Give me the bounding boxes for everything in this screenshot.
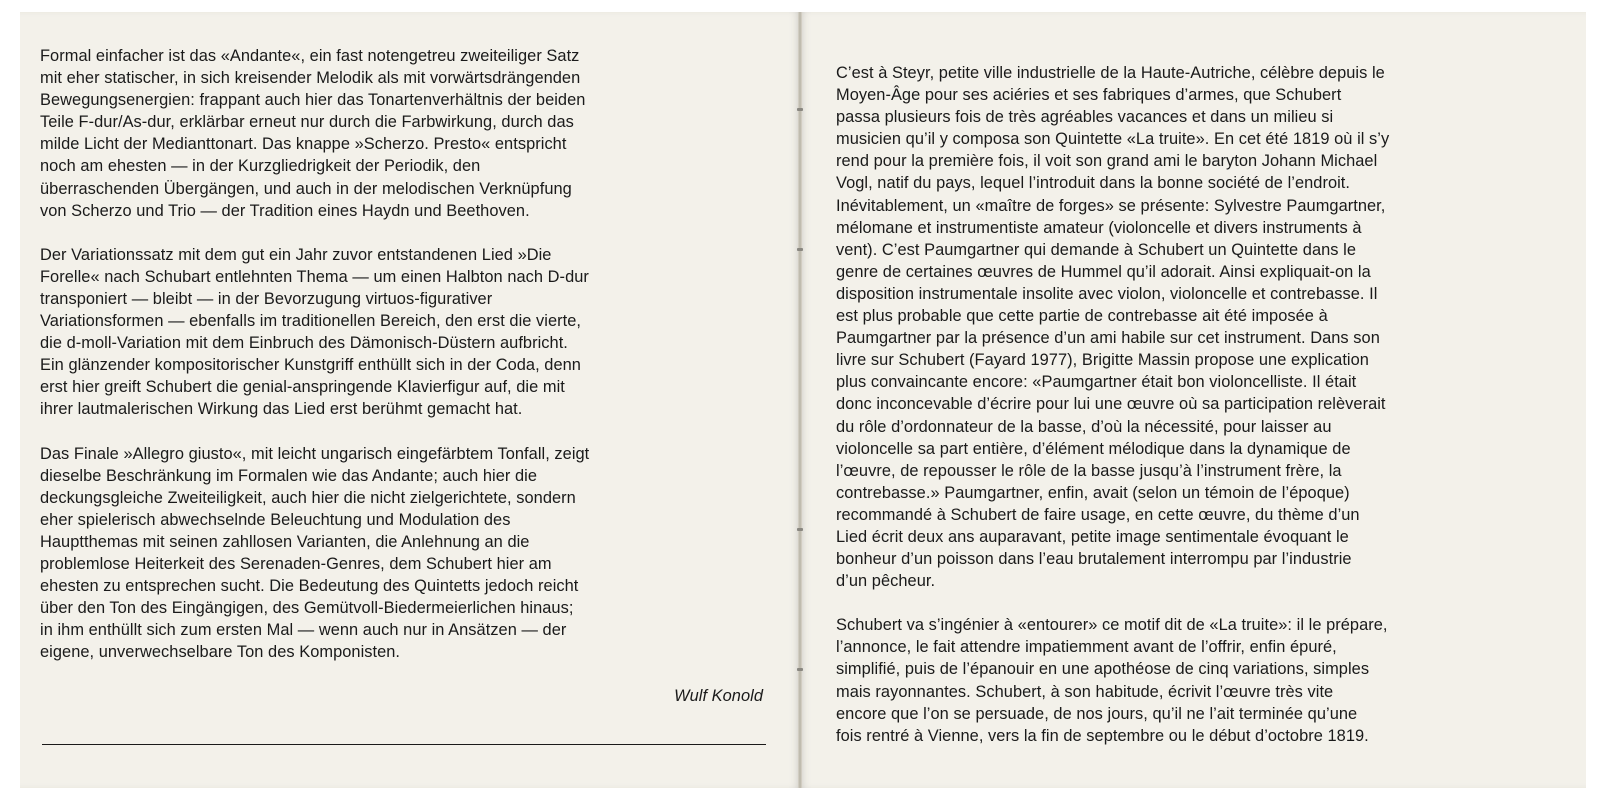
book-gutter <box>798 12 802 788</box>
paragraph-variations: Der Variationssatz mit dem gut ein Jahr zuvor entstandenen Lied »Die Forelle« nach Schubart entlehnten Thema — um einen Halbton nach D-dur transponiert — bleibt — in der Bevorzugung virtuos-figurativer Variationsformen — ebenfalls im traditionellen Bereich, den erst die vierte, die d-moll-Variation mit dem Einbruch des Dämonisch-Düstern aufbricht. Ein glänzender kompositorischer Kunstgriff enthüllt sich in der Coda, denn erst hier greift Schubert die genial-anspringende Klavierfigur auf, die mit ihrer lautmalerischen Wirkung das Lied erst berühmt gemacht hat. <box>40 245 589 419</box>
paragraph-la-truite: Schubert va s’ingénier à «entourer» ce motif dit de «La truite»: il le prépare, l’annonce, le fait attendre impatiemment avant de l’offrir, enfin épuré, simplifié, puis de l’épanouir en une apothéose de cinq variations, simples mais rayonnantes. Schubert, à son habitude, écrivit l’œuvre très vite encore que l’on se persuade, de nos jours, qu’il ne l’ait terminée qu’une fois rentré à Vienne, vers la fin de septembre ou le début d’octobre 1819. <box>836 616 1388 745</box>
left-text-column <box>40 45 775 708</box>
paragraph-steyr: C’est à Steyr, petite ville industrielle de la Haute-Autriche, célèbre depuis le Moyen-Âge pour ses aciéries et ses fabriques d’armes, que Schubert passa plusieurs fois de très agréables vacances et dans un milieu si musicien qu’il y composa son Quintette «La truite». En cet été 1819 où il s’y rend pour la première fois, il voit son grand ami le baryton Johann Michael Vogl, natif du pays, lequel l’introduit dans la bonne société de l’endroit. Inévitablement, un «maître de forges» se présente: Sylvestre Paumgartner, mélomane et instrumentiste amateur (violoncelle et divers instruments à vent). C’est Paumgartner qui demande à Schubert un Quintette dans le genre de certaines œuvres de Hummel qu’il adorait. Ainsi expliquait-on la disposition instrumentale insolite avec violon, violoncelle et contrebasse. Il est plus probable que cette partie de contrebasse ait été imposée à Paumgartner par la présence d’un ami habile sur cet instrument. Dans son livre sur Schubert (Fayard 1977), Brigitte Massin propose une explication plus convaincante encore: «Paumgartner était bon violoncelliste. Il était donc inconcevable d’écrire pour lui une œuvre où sa participation relèverait du rôle d’ordonnateur de la basse, d’où la nécessité, pour laisser au violoncelle sa part entière, d’élément mélodique dans la dynamique de l’œuvre, de repousser le rôle de la basse jusqu’à l’instrument frère, la contrebasse.» Paumgartner, enfin, avait (selon un témoin de l’époque) recommandé à Schubert de faire usage, en cette œuvre, du thème d’un Lied écrit deux ans auparavant, petite image sentimentale évoquant le bonheur d’un poisson dans l’eau brutalement interrompu par l’industrie d’un pêcheur. <box>836 64 1390 591</box>
staple-mark <box>797 668 803 671</box>
staple-mark <box>797 248 803 251</box>
divider-rule <box>42 744 766 745</box>
author-signature: Wulf Konold <box>674 687 763 706</box>
staple-mark <box>797 108 803 111</box>
staple-mark <box>797 528 803 531</box>
paragraph-andante-scherzo: Formal einfacher ist das «Andante«, ein fast notengetreu zweiteiliger Satz mit eher statischer, in sich kreisender Melodik als mit vorwärtsdrängenden Bewegungsenergien: frappant auch hier das Tonartenverhältnis der beiden Teile F-dur/As-dur, erklärbar erneut nur durch die Farbwirkung, durch das milde Licht der Medianttonart. Das knappe »Scherzo. Presto« entspricht noch am ehesten — in der Kurzgliedrigkeit der Periodik, den überraschenden Übergängen, und auch in der melodischen Verknüpfung von Scherzo und Trio — der Tradition eines Haydn und Beethoven. <box>40 47 586 220</box>
right-text-column <box>836 62 1548 769</box>
paragraph-finale: Das Finale »Allegro giusto«, mit leicht ungarisch eingefärbtem Tonfall, zeigt dieselbe Beschränkung im Formalen wie das Andante; auch hier die deckungsgleiche Zweiteiligkeit, auch hier die nicht zielgerichtete, sondern eher spielerisch abwechselnde Beleuchtung und Modulation des Hauptthemas mit seinen zahllosen Varianten, die Anlehnung an die problemlose Heiterkeit des Serenaden-Genres, dem Schubert hier am ehesten zu entsprechen sucht. Die Bedeutung des Quintetts jedoch reicht über den Ton des Eingängigen, des Gemütvoll-Biedermeierlichen hinaus; in ihm enthüllt sich zum ersten Mal — wenn auch nur in Ansätzen — der eigene, unverwechselbare Ton des Komponisten. <box>40 444 590 662</box>
